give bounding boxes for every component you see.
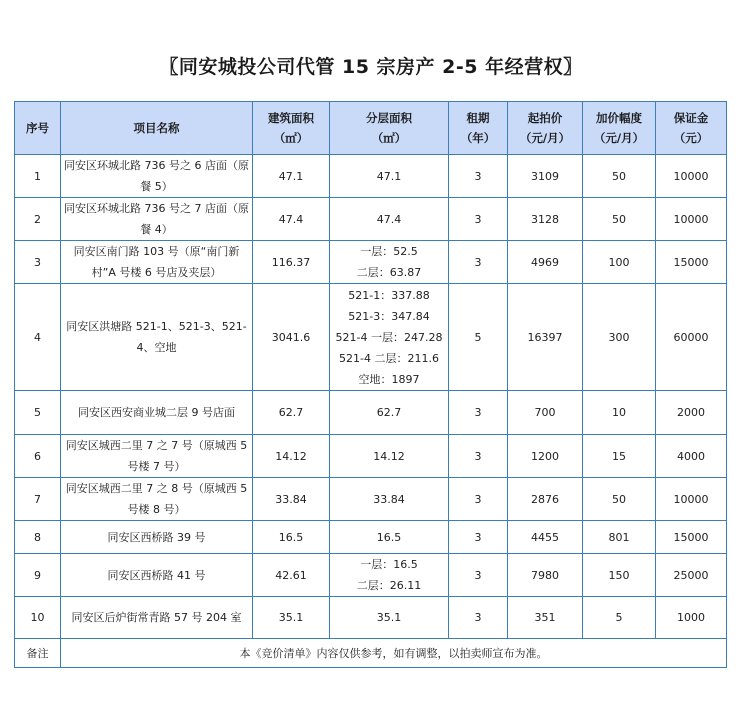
header-label: 建筑面积 bbox=[268, 111, 314, 125]
cell-increment: 150 bbox=[583, 554, 656, 597]
cell-no: 8 bbox=[15, 521, 61, 554]
cell-floor-area bbox=[330, 597, 449, 639]
table-row bbox=[15, 198, 727, 241]
table-row bbox=[15, 478, 727, 521]
floor-area-line: 16.5 bbox=[376, 530, 402, 544]
cell-term: 3 bbox=[449, 521, 508, 554]
table-row bbox=[15, 391, 727, 435]
cell-no: 4 bbox=[15, 284, 61, 391]
cell-deposit: 2000 bbox=[656, 391, 727, 435]
header-label: 保证金 bbox=[673, 111, 709, 125]
floor-area-line: 二层：63.87 bbox=[356, 266, 422, 279]
cell-term: 3 bbox=[449, 478, 508, 521]
cell-name: 同安区城西二里 7 之 7 号（原城西 5 号楼 7 号） bbox=[61, 435, 253, 478]
cell-start-price: 7980 bbox=[508, 554, 583, 597]
floor-area-line: 33.84 bbox=[373, 492, 405, 506]
cell-floor-area bbox=[330, 241, 449, 284]
table-body bbox=[15, 155, 727, 668]
cell-increment: 100 bbox=[583, 241, 656, 284]
floor-area-line: 521-1：337.88 bbox=[348, 288, 430, 302]
cell-deposit: 60000 bbox=[656, 284, 727, 391]
cell-no: 5 bbox=[15, 391, 61, 435]
cell-no: 1 bbox=[15, 155, 61, 198]
note-label: 备注 bbox=[15, 639, 61, 668]
floor-area-line: 一层：52.5 bbox=[360, 245, 418, 258]
cell-area: 42.61 bbox=[253, 554, 330, 597]
cell-name: 同安区环城北路 736 号之 6 店面（原餐 5） bbox=[61, 155, 253, 198]
cell-start-price: 4455 bbox=[508, 521, 583, 554]
cell-increment: 15 bbox=[583, 435, 656, 478]
header-unit: （元/月） bbox=[593, 131, 645, 145]
cell-term: 3 bbox=[449, 391, 508, 435]
floor-area-line: 47.4 bbox=[376, 212, 402, 226]
table-row bbox=[15, 241, 727, 284]
cell-name: 同安区南门路 103 号（原“南门新村”A 号楼 6 号店及夹层） bbox=[61, 241, 253, 284]
table-row bbox=[15, 284, 727, 391]
header-label: 分层面积 bbox=[366, 111, 412, 125]
cell-no: 3 bbox=[15, 241, 61, 284]
cell-floor-area bbox=[330, 155, 449, 198]
cell-floor-area bbox=[330, 435, 449, 478]
floor-area-line: 521-4 二层：211.6 bbox=[339, 351, 439, 365]
cell-area: 3041.6 bbox=[253, 284, 330, 391]
header-col-deposit bbox=[656, 102, 727, 155]
cell-area: 14.12 bbox=[253, 435, 330, 478]
cell-no: 9 bbox=[15, 554, 61, 597]
header-unit: （年） bbox=[460, 131, 496, 145]
header-unit: （㎡） bbox=[273, 131, 309, 145]
cell-no: 7 bbox=[15, 478, 61, 521]
floor-area-line: 521-4 一层：247.28 bbox=[335, 330, 443, 344]
floor-area-line: 一层：16.5 bbox=[360, 558, 418, 571]
header-label: 起拍价 bbox=[527, 111, 563, 125]
cell-name: 同安区西桥路 41 号 bbox=[61, 554, 253, 597]
header-label: 租期 bbox=[466, 111, 490, 125]
cell-deposit: 4000 bbox=[656, 435, 727, 478]
cell-floor-area bbox=[330, 391, 449, 435]
cell-area: 47.1 bbox=[253, 155, 330, 198]
cell-area: 62.7 bbox=[253, 391, 330, 435]
cell-deposit: 15000 bbox=[656, 241, 727, 284]
header-label: 加价幅度 bbox=[596, 111, 642, 125]
note-row bbox=[15, 639, 727, 668]
cell-increment: 300 bbox=[583, 284, 656, 391]
cell-increment: 801 bbox=[583, 521, 656, 554]
cell-term: 3 bbox=[449, 597, 508, 639]
cell-term: 3 bbox=[449, 155, 508, 198]
cell-deposit: 10000 bbox=[656, 198, 727, 241]
page-title: 〖同安城投公司代管 15 宗房产 2-5 年经营权〗 bbox=[159, 56, 583, 78]
cell-increment: 50 bbox=[583, 155, 656, 198]
cell-deposit: 1000 bbox=[656, 597, 727, 639]
cell-term: 3 bbox=[449, 554, 508, 597]
table-row bbox=[15, 554, 727, 597]
floor-area-line: 35.1 bbox=[376, 611, 402, 624]
cell-floor-area bbox=[330, 554, 449, 597]
cell-term: 3 bbox=[449, 435, 508, 478]
cell-start-price: 700 bbox=[508, 391, 583, 435]
cell-floor-area bbox=[330, 198, 449, 241]
cell-start-price: 3109 bbox=[508, 155, 583, 198]
cell-area: 16.5 bbox=[253, 521, 330, 554]
cell-increment: 10 bbox=[583, 391, 656, 435]
cell-area: 35.1 bbox=[253, 597, 330, 639]
floor-area-line: 47.1 bbox=[376, 169, 402, 183]
header-unit: （元） bbox=[673, 131, 709, 145]
header-col-term bbox=[449, 102, 508, 155]
header-col-increment bbox=[583, 102, 656, 155]
cell-deposit: 10000 bbox=[656, 478, 727, 521]
header-col-start-price bbox=[508, 102, 583, 155]
table-row bbox=[15, 155, 727, 198]
cell-area: 47.4 bbox=[253, 198, 330, 241]
header-label: 项目名称 bbox=[133, 121, 180, 135]
cell-start-price: 4969 bbox=[508, 241, 583, 284]
cell-deposit: 25000 bbox=[656, 554, 727, 597]
header-label: 序号 bbox=[26, 121, 49, 135]
cell-name: 同安区城西二里 7 之 8 号（原城西 5 号楼 8 号） bbox=[61, 478, 253, 521]
cell-no: 6 bbox=[15, 435, 61, 478]
cell-deposit: 10000 bbox=[656, 155, 727, 198]
cell-name: 同安区环城北路 736 号之 7 店面（原餐 4） bbox=[61, 198, 253, 241]
cell-no: 10 bbox=[15, 597, 61, 639]
cell-area: 116.37 bbox=[253, 241, 330, 284]
header-col-area bbox=[253, 102, 330, 155]
note-text: 本《竞价清单》内容仅供参考，如有调整，以拍卖师宣布为准。 bbox=[61, 639, 727, 668]
floor-area-line: 62.7 bbox=[376, 406, 402, 419]
table-row bbox=[15, 521, 727, 554]
floor-area-line: 二层：26.11 bbox=[356, 579, 422, 592]
header-col-name bbox=[61, 102, 253, 155]
floor-area-line: 521-3：347.84 bbox=[348, 309, 430, 323]
property-table bbox=[14, 101, 727, 668]
cell-floor-area bbox=[330, 284, 449, 391]
cell-name: 同安区西桥路 39 号 bbox=[61, 521, 253, 554]
cell-increment: 50 bbox=[583, 198, 656, 241]
floor-area-line: 空地：1897 bbox=[358, 372, 420, 386]
header-row bbox=[15, 102, 727, 155]
cell-deposit: 15000 bbox=[656, 521, 727, 554]
table-row bbox=[15, 435, 727, 478]
floor-area-line: 14.12 bbox=[373, 449, 405, 463]
cell-name: 同安区洪塘路 521-1、521-3、521-4、空地 bbox=[61, 284, 253, 391]
cell-start-price: 2876 bbox=[508, 478, 583, 521]
cell-start-price: 1200 bbox=[508, 435, 583, 478]
cell-term: 5 bbox=[449, 284, 508, 391]
cell-increment: 50 bbox=[583, 478, 656, 521]
header-col-floor-area bbox=[330, 102, 449, 155]
cell-area: 33.84 bbox=[253, 478, 330, 521]
cell-no: 2 bbox=[15, 198, 61, 241]
header-unit: （元/月） bbox=[519, 131, 571, 145]
cell-term: 3 bbox=[449, 241, 508, 284]
header-col-no bbox=[15, 102, 61, 155]
header-unit: （㎡） bbox=[371, 131, 407, 145]
cell-name: 同安区西安商业城二层 9 号店面 bbox=[61, 391, 253, 435]
cell-start-price: 351 bbox=[508, 597, 583, 639]
cell-floor-area bbox=[330, 521, 449, 554]
table-row bbox=[15, 597, 727, 639]
cell-term: 3 bbox=[449, 198, 508, 241]
cell-name: 同安区后炉街常青路 57 号 204 室 bbox=[61, 597, 253, 639]
cell-floor-area bbox=[330, 478, 449, 521]
cell-increment: 5 bbox=[583, 597, 656, 639]
cell-start-price: 16397 bbox=[508, 284, 583, 391]
cell-start-price: 3128 bbox=[508, 198, 583, 241]
